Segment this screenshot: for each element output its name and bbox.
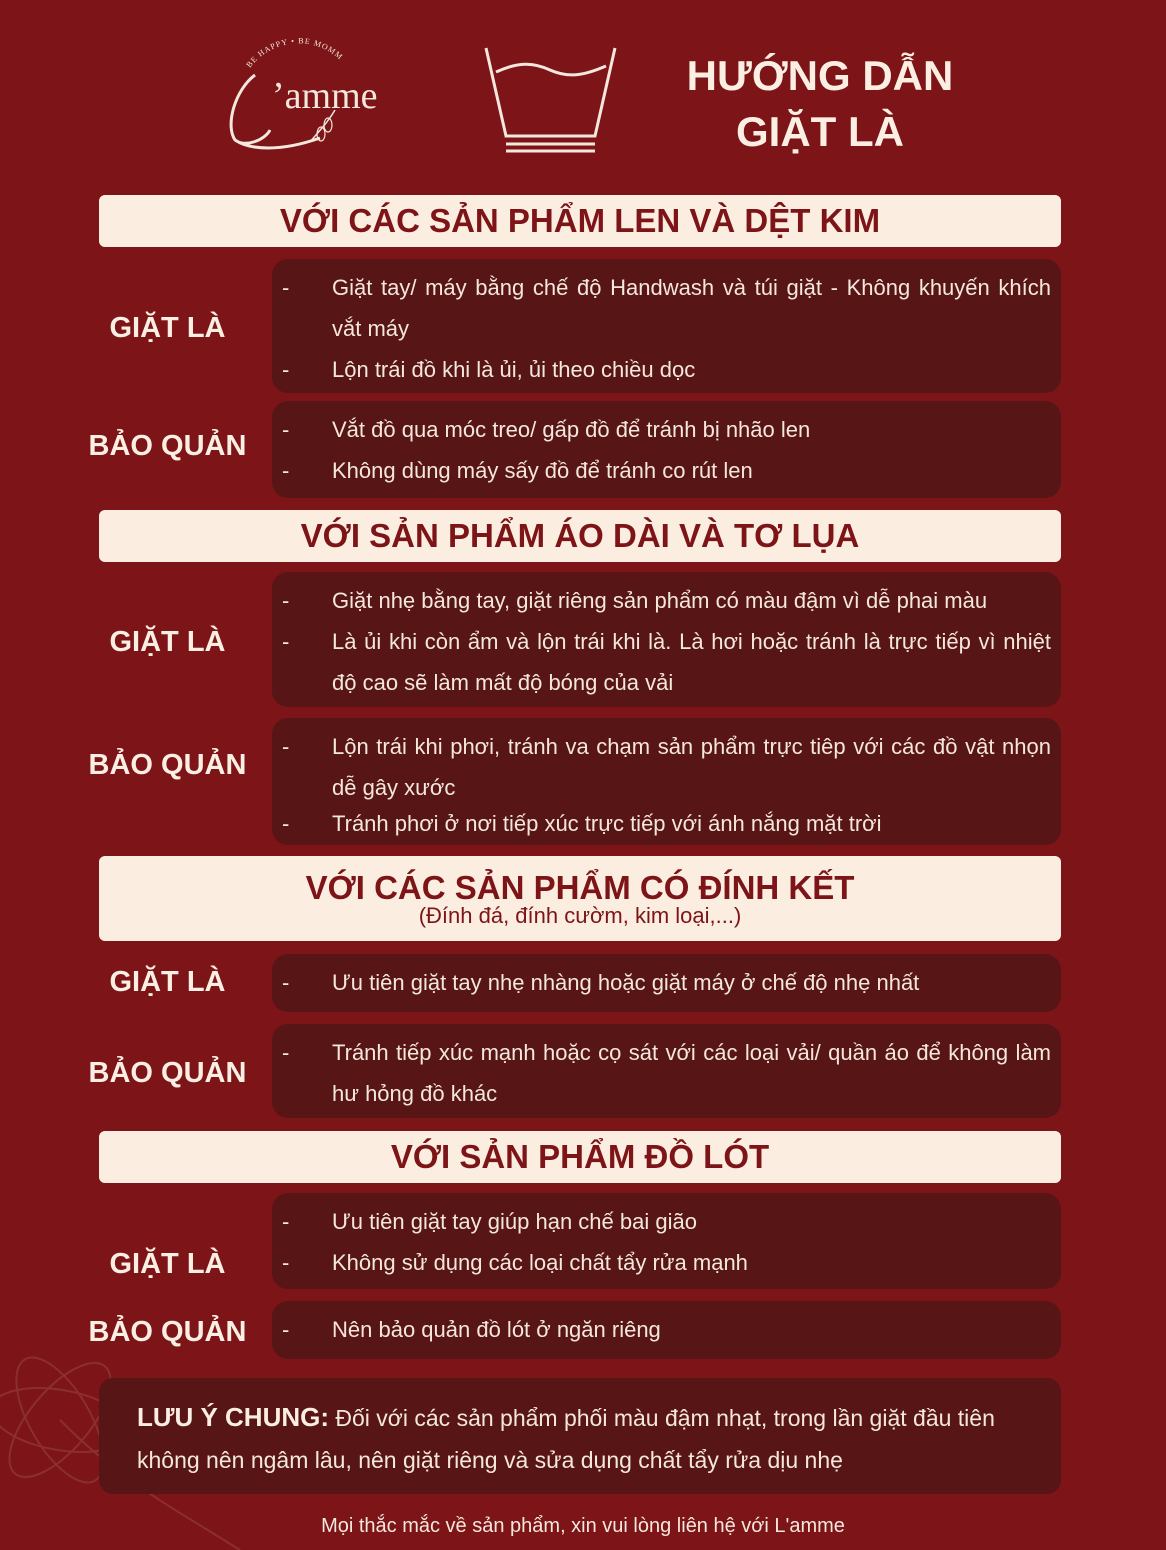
section-title: VỚI SẢN PHẨM ÁO DÀI VÀ TƠ LỤA: [300, 517, 860, 554]
list-item-text: Ưu tiên giặt tay nhẹ nhàng hoặc giặt máy ở chế độ nhẹ nhất: [332, 970, 920, 995]
logo-tagline: BE HAPPY • BE MOMM: [244, 36, 345, 70]
wash-instructions: [272, 954, 1061, 1012]
note-label: LƯU Ý CHUNG:: [137, 1402, 330, 1432]
list-item-text: Giặt tay/ máy bằng chế độ Handwash và túi giặt - Không khuyến khích vắt máy: [332, 275, 1051, 341]
section-title: VỚI CÁC SẢN PHẨM CÓ ĐÍNH KẾT: [305, 869, 855, 906]
title-line-2: GIẶT LÀ: [736, 108, 904, 155]
footer-contact: Mọi thắc mắc về sản phẩm, xin vui lòng liên hệ với L'amme: [321, 1515, 845, 1537]
page-title: [650, 48, 990, 160]
list-item: - Giặt nhẹ bằng tay, giặt riêng sản phẩm có màu đậm vì dễ phai màu: [272, 580, 1051, 621]
care-instructions: [272, 1024, 1061, 1118]
section-banner: [99, 1131, 1061, 1183]
note-text: Đối với các sản phẩm phối màu đậm nhạt, trong lần giặt đầu tiên không nên ngâm lâu, nên giặt riêng và sửa dụng chất tẩy rửa dịu nhẹ: [137, 1405, 995, 1473]
wash-label: GIẶT LÀ: [109, 626, 226, 658]
general-note: [99, 1378, 1061, 1494]
title-line-1: HƯỚNG DẪN: [686, 52, 954, 99]
header: [0, 0, 1166, 190]
list-item: - Nên bảo quản đồ lót ở ngăn riêng: [272, 1309, 1051, 1350]
washing-basin-icon: [478, 40, 623, 158]
svg-text:BE HAPPY • BE MOMMY: [210, 30, 345, 69]
list-item: - Giặt tay/ máy bằng chế độ Handwash và túi giặt - Không khuyến khích vắt máy: [272, 267, 1051, 349]
list-item-text: Ưu tiên giặt tay giúp hạn chế bai gião: [332, 1209, 697, 1234]
list-item-text: Không dùng máy sấy đồ để tránh co rút len: [332, 458, 753, 483]
list-item-text: Lộn trái khi phơi, tránh va chạm sản phẩm trực tiêp với các đồ vật nhọn dễ gây xước: [332, 734, 1051, 800]
list-item-text: Tránh tiếp xúc mạnh hoặc cọ sát với các loại vải/ quần áo để không làm hư hỏng đồ khác: [332, 1040, 1051, 1106]
list-item: - Ưu tiên giặt tay giúp hạn chế bai gião: [272, 1201, 1051, 1242]
care-instructions: [272, 718, 1061, 845]
list-item-text: Lộn trái đồ khi là ủi, ủi theo chiều dọc: [332, 357, 696, 382]
section-title: VỚI CÁC SẢN PHẨM LEN VÀ DỆT KIM: [279, 202, 881, 239]
section-banner: [99, 856, 1061, 941]
list-item: - Tránh tiếp xúc mạnh hoặc cọ sát với các loại vải/ quần áo để không làm hư hỏng đồ khác: [272, 1032, 1051, 1114]
care-label: BẢO QUẢN: [88, 1316, 247, 1348]
logo-text: ’amme: [272, 75, 378, 117]
wash-label: GIẶT LÀ: [109, 312, 226, 344]
list-item: - Là ủi khi còn ẩm và lộn trái khi là. Là hơi hoặc tránh là trực tiếp vì nhiệt độ cao sẽ làm mất độ bóng của vải: [272, 621, 1051, 703]
wash-instructions: [272, 259, 1061, 393]
list-item: - Vắt đồ qua móc treo/ gấp đồ để tránh bị nhão len: [272, 409, 1051, 450]
list-item-text: Tránh phơi ở nơi tiếp xúc trực tiếp với ánh nắng mặt trời: [332, 811, 882, 836]
list-item: - Lộn trái khi phơi, tránh va chạm sản phẩm trực tiêp với các đồ vật nhọn dễ gây xước: [272, 726, 1051, 808]
list-item: - Tránh phơi ở nơi tiếp xúc trực tiếp với ánh nắng mặt trời: [272, 808, 1051, 840]
section-title: VỚI SẢN PHẨM ĐỒ LÓT: [390, 1138, 770, 1175]
wash-instructions: [272, 572, 1061, 707]
section-banner: [99, 510, 1061, 562]
wash-label: GIẶT LÀ: [109, 966, 226, 998]
list-item-text: Là ủi khi còn ẩm và lộn trái khi là. Là hơi hoặc tránh là trực tiếp vì nhiệt độ cao sẽ làm mất độ bóng của vải: [332, 629, 1051, 695]
section-banner: [99, 195, 1061, 247]
care-instructions: [272, 401, 1061, 498]
brand-logo: [210, 30, 430, 160]
list-item: - Lộn trái đồ khi là ủi, ủi theo chiều dọc: [272, 349, 1051, 390]
wash-label: GIẶT LÀ: [109, 1248, 226, 1280]
list-item-text: Giặt nhẹ bằng tay, giặt riêng sản phẩm có màu đậm vì dễ phai màu: [332, 588, 988, 613]
list-item: - Ưu tiên giặt tay nhẹ nhàng hoặc giặt máy ở chế độ nhẹ nhất: [272, 962, 1051, 1003]
list-item-text: Nên bảo quản đồ lót ở ngăn riêng: [332, 1317, 661, 1342]
care-label: BẢO QUẢN: [88, 749, 247, 781]
list-item: - Không sử dụng các loại chất tẩy rửa mạnh: [272, 1242, 1051, 1283]
care-label: BẢO QUẢN: [88, 430, 247, 462]
care-instructions: [272, 1301, 1061, 1359]
list-item: - Không dùng máy sấy đồ để tránh co rút len: [272, 450, 1051, 491]
list-item-text: Không sử dụng các loại chất tẩy rửa mạnh: [332, 1250, 748, 1275]
section-subtitle: (Đính đá, đính cườm, kim loại,...): [418, 903, 742, 928]
care-label: BẢO QUẢN: [88, 1057, 247, 1089]
wash-instructions: [272, 1193, 1061, 1289]
list-item-text: Vắt đồ qua móc treo/ gấp đồ để tránh bị nhão len: [332, 417, 811, 442]
